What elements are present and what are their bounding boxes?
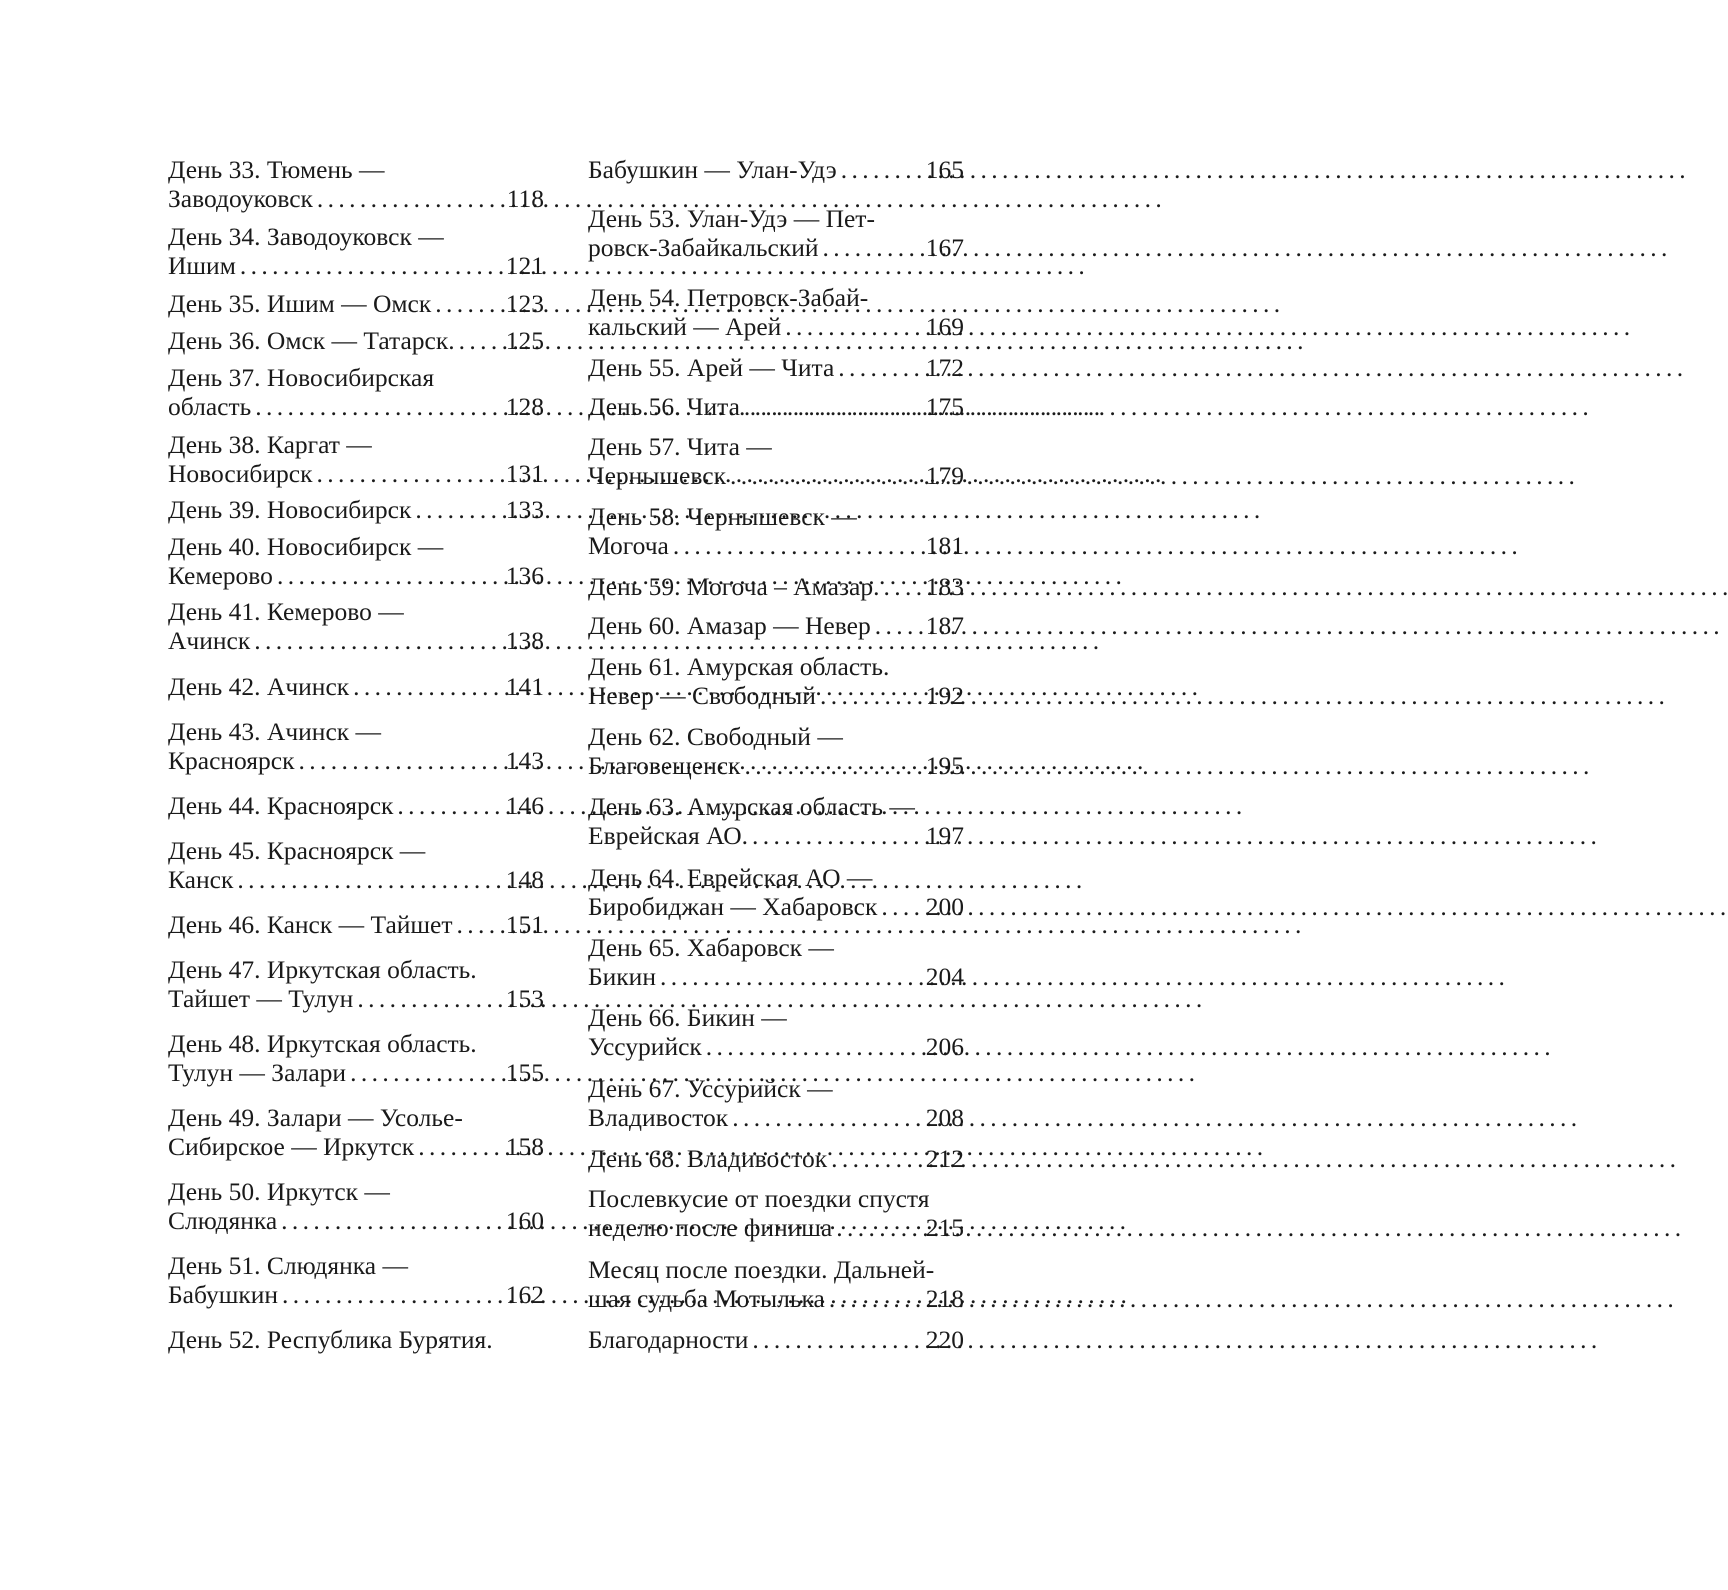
toc-page-number: 138 — [505, 626, 544, 655]
dot-leader — [411, 495, 505, 524]
toc-entry-title: День 66. Бикин — — [588, 1003, 787, 1032]
toc-entry-title: День 56. Чита — [588, 392, 740, 421]
toc-entry-title: День 59. Могоча – Амазар. — [588, 572, 880, 601]
toc-entry-day-51 — [168, 1251, 544, 1309]
toc-page-number: 220 — [925, 1325, 964, 1354]
toc-entry-day-39 — [168, 495, 544, 524]
toc-entry-title: Сибирское — Иркутск — [168, 1132, 415, 1161]
toc-page-number: 155 — [505, 1058, 544, 1087]
dot-leader — [819, 233, 926, 262]
toc-page-number: 143 — [505, 746, 544, 775]
toc-page-number: 181 — [925, 531, 964, 560]
toc-entry-day-61 — [588, 652, 964, 710]
toc-entry-day-37 — [168, 363, 544, 421]
toc-entry-day-47 — [168, 955, 544, 1013]
toc-entry-day-49 — [168, 1103, 544, 1161]
toc-entry-title: День 42. Ачинск — [168, 672, 350, 701]
toc-entry-title: День 47. Иркутская область. — [168, 955, 477, 984]
dot-leader — [832, 1213, 925, 1242]
toc-entry-title: День 55. Арей — Чита — [588, 353, 835, 382]
toc-page-number: 131 — [505, 459, 544, 488]
toc-entry-title: Уссурийск — [588, 1032, 702, 1061]
toc-entry-day-44 — [168, 791, 544, 820]
dot-leader — [871, 611, 926, 640]
toc-entry-title: День 61. Амурская область. — [588, 652, 890, 681]
toc-entry-day-35 — [168, 289, 544, 318]
toc-page-number: 141 — [505, 672, 544, 701]
toc-entry-title: День 50. Иркутск — — [168, 1177, 390, 1206]
toc-entry-title: неделю после финиша — [588, 1213, 833, 1242]
toc-entry-title: Чернышевск — [588, 461, 726, 490]
toc-page-number: 208 — [925, 1103, 964, 1132]
dot-leader — [273, 561, 506, 590]
toc-entry-title: День 33. Тюмень — — [168, 155, 385, 184]
toc-entry-title: Ачинск — [168, 626, 251, 655]
toc-page-number: 160 — [505, 1206, 544, 1235]
toc-right-column — [588, 0, 964, 1590]
toc-entry-day-43 — [168, 717, 544, 775]
toc-page-number: 212 — [925, 1144, 964, 1173]
toc-entry-day-38 — [168, 430, 544, 488]
dot-leader — [277, 1206, 506, 1235]
dot-leader — [453, 910, 506, 939]
dot-leader — [349, 672, 506, 701]
toc-page-number: 169 — [925, 312, 964, 341]
dot-leader — [455, 326, 506, 355]
toc-entry-day-66 — [588, 1003, 964, 1061]
toc-entry-day-52 — [168, 1325, 544, 1354]
toc-left-column — [168, 0, 544, 1590]
toc-entry-title: День 48. Иркутская область. — [168, 1029, 477, 1058]
toc-entry-title: День 38. Каргат — — [168, 430, 372, 459]
toc-entry-title: шая судьба Мотылька — [588, 1284, 825, 1313]
toc-entry-title: День 36. Омск — Татарск. — [168, 326, 455, 355]
dot-leader — [728, 1103, 926, 1132]
toc-entry-title: Заводоуковск — [168, 184, 313, 213]
dot-leader — [278, 1280, 506, 1309]
toc-page-number: 172 — [925, 353, 964, 382]
toc-page-number: 215 — [925, 1213, 964, 1242]
toc-page-number: 148 — [505, 865, 544, 894]
dot-leader — [740, 751, 925, 780]
dot-leader — [233, 865, 505, 894]
dot-leader — [726, 461, 926, 490]
dot-leader — [877, 892, 925, 921]
toc-entry-day-48 — [168, 1029, 544, 1087]
toc-entry-title: Послевкусие от поездки спустя — [588, 1184, 930, 1213]
toc-entry-day-46 — [168, 910, 544, 939]
dot-leader — [702, 1032, 926, 1061]
toc-entry-title: Могоча — [588, 531, 669, 560]
dot-leader — [656, 962, 926, 991]
toc-entry-title: День 51. Слюдянка — — [168, 1251, 408, 1280]
toc-entry-day-50 — [168, 1177, 544, 1235]
toc-page-number: 123 — [505, 289, 544, 318]
toc-entry-title: Бабушкин — Улан-Удэ — [588, 155, 837, 184]
toc-entry-title: День 68. Владивосток — [588, 1144, 828, 1173]
toc-entry-day-62 — [588, 722, 964, 780]
toc-entry-title: День 53. Улан-Удэ — Пет- — [588, 204, 875, 233]
toc-page-number: 128 — [505, 392, 544, 421]
toc-entry-day-56 — [588, 392, 964, 421]
toc-entry-day-57 — [588, 432, 964, 490]
toc-entry-title: День 58. Чернышевск — — [588, 502, 857, 531]
toc-entry-title: Месяц после поездки. Дальней- — [588, 1255, 935, 1284]
toc-entry-day-33 — [168, 155, 544, 213]
toc-page-number: 158 — [505, 1132, 544, 1161]
toc-entry-aftertaste — [588, 1184, 964, 1242]
toc-entry-title: День 67. Уссурийск — — [588, 1074, 833, 1103]
toc-entry-title: День 34. Заводоуковск — — [168, 222, 444, 251]
toc-entry-month-after — [588, 1255, 964, 1313]
toc-entry-day-63 — [588, 792, 964, 850]
dot-leader — [431, 289, 505, 318]
toc-entry-title: ровск-Забайкальский — [588, 233, 819, 262]
toc-page-number: 183 — [925, 572, 964, 601]
dot-leader — [353, 984, 505, 1013]
toc-page-number: 146 — [505, 791, 544, 820]
toc-entry-day-58 — [588, 502, 964, 560]
toc-entry-title: Невер — Свободный — [588, 681, 816, 710]
toc-entry-day-55 — [588, 353, 964, 382]
toc-entry-title: День 62. Свободный — — [588, 722, 843, 751]
toc-entry-title: День 45. Красноярск — — [168, 836, 426, 865]
dot-leader — [295, 746, 506, 775]
toc-entry-day-65 — [588, 933, 964, 991]
toc-page-number: 121 — [505, 251, 544, 280]
toc-page-number: 200 — [925, 892, 964, 921]
dot-leader — [740, 392, 926, 421]
dot-leader — [251, 392, 506, 421]
toc-entry-title: День 52. Республика Бурятия. — [168, 1325, 493, 1354]
dot-leader — [748, 1325, 925, 1354]
dot-leader — [879, 572, 925, 601]
toc-entry-title: Тайшет — Тулун — [168, 984, 354, 1013]
toc-entry-day-59 — [588, 572, 964, 601]
toc-page-number: 175 — [925, 392, 964, 421]
toc-page-number: 195 — [925, 751, 964, 780]
toc-entry-day-60 — [588, 611, 964, 640]
toc-entry-title: День 65. Хабаровск — — [588, 933, 834, 962]
toc-page-number: 125 — [505, 326, 544, 355]
toc-entry-title: Еврейская АО. — [588, 821, 749, 850]
toc-entry-title: Биробиджан — Хабаровск — [588, 892, 878, 921]
dot-leader — [414, 1132, 506, 1161]
dot-leader — [312, 459, 505, 488]
dot-leader — [313, 184, 507, 213]
toc-page-number: 187 — [925, 611, 964, 640]
toc-page-number: 133 — [505, 495, 544, 524]
toc-entry-title: День 49. Залари — Усолье- — [168, 1103, 463, 1132]
toc-entry-day-53 — [588, 204, 964, 262]
toc-page-number: 167 — [925, 233, 964, 262]
dot-leader — [250, 626, 506, 655]
toc-entry-title: День 46. Канск — Тайшет — [168, 910, 453, 939]
toc-entry-title: День 39. Новосибирск — [168, 495, 412, 524]
toc-page-number: 162 — [505, 1280, 544, 1309]
toc-page-number: 165 — [925, 155, 964, 184]
toc-entry-acknowledgements — [588, 1325, 964, 1354]
toc-entry-day-34 — [168, 222, 544, 280]
toc-entry-title: Благодарности — [588, 1325, 749, 1354]
toc-entry-title: День 63. Амурская область — — [588, 792, 915, 821]
toc-entry-day-64 — [588, 863, 964, 921]
toc-entry-day-68 — [588, 1144, 964, 1173]
dot-leader — [346, 1058, 506, 1087]
toc-entry-title: День 60. Амазар — Невер — [588, 611, 871, 640]
toc-entry-title: День 37. Новосибирская — [168, 363, 435, 392]
dot-leader — [781, 312, 925, 341]
toc-page-number: 218 — [925, 1284, 964, 1313]
toc-entry-day-67 — [588, 1074, 964, 1132]
toc-entry-title: кальский — Арей — [588, 312, 782, 341]
toc-entry-title: Тулун — Залари — [168, 1058, 347, 1087]
dot-leader — [827, 1144, 926, 1173]
toc-entry-day-42 — [168, 672, 544, 701]
toc-entry-title: День 57. Чита — — [588, 432, 772, 461]
toc-page-number: 153 — [505, 984, 544, 1013]
dot-leader — [825, 1284, 926, 1313]
toc-entry-day-52-cont — [588, 155, 964, 184]
toc-entry-title: День 54. Петровск-Забай- — [588, 283, 869, 312]
toc-entry-day-45 — [168, 836, 544, 894]
dot-leader — [748, 821, 926, 850]
toc-entry-title: Бабушкин — [168, 1280, 279, 1309]
dot-leader — [236, 251, 506, 280]
toc-entry-title: День 44. Красноярск — [168, 791, 394, 820]
dot-leader — [669, 531, 926, 560]
toc-page-number: 136 — [505, 561, 544, 590]
toc-entry-title: Владивосток — [588, 1103, 729, 1132]
toc-entry-title: Канск — [168, 865, 234, 894]
dot-leader — [393, 791, 505, 820]
toc-entry-title: Благовещенск — [588, 751, 741, 780]
toc-page-number: 197 — [925, 821, 964, 850]
toc-entry-title: Бикин — [588, 962, 656, 991]
toc-entry-day-40 — [168, 532, 544, 590]
toc-page-number: 206 — [925, 1032, 964, 1061]
toc-entry-title: Красноярск — [168, 746, 295, 775]
toc-page-number: 118 — [506, 184, 544, 213]
dot-leader — [837, 155, 926, 184]
toc-entry-day-54 — [588, 283, 964, 341]
toc-entry-title: Новосибирск — [168, 459, 313, 488]
toc-entry-title: область — [168, 392, 252, 421]
toc-entry-day-41 — [168, 597, 544, 655]
toc-page-number: 179 — [925, 461, 964, 490]
toc-entry-title: День 35. Ишим — Омск — [168, 289, 432, 318]
dot-leader — [816, 681, 926, 710]
toc-entry-title: Ишим — [168, 251, 236, 280]
toc-entry-title: День 43. Ачинск — — [168, 717, 382, 746]
toc-entry-day-36 — [168, 326, 544, 355]
toc-entry-title: Кемерово — [168, 561, 273, 590]
toc-page-number: 204 — [925, 962, 964, 991]
toc-page-number: 151 — [505, 910, 544, 939]
toc-entry-title: Слюдянка — [168, 1206, 278, 1235]
dot-leader — [834, 353, 925, 382]
toc-page-number: 192 — [925, 681, 964, 710]
toc-entry-title: День 41. Кемерово — — [168, 597, 404, 626]
toc-entry-title: День 64. Еврейская АО — — [588, 863, 873, 892]
toc-entry-title: День 40. Новосибирск — — [168, 532, 444, 561]
